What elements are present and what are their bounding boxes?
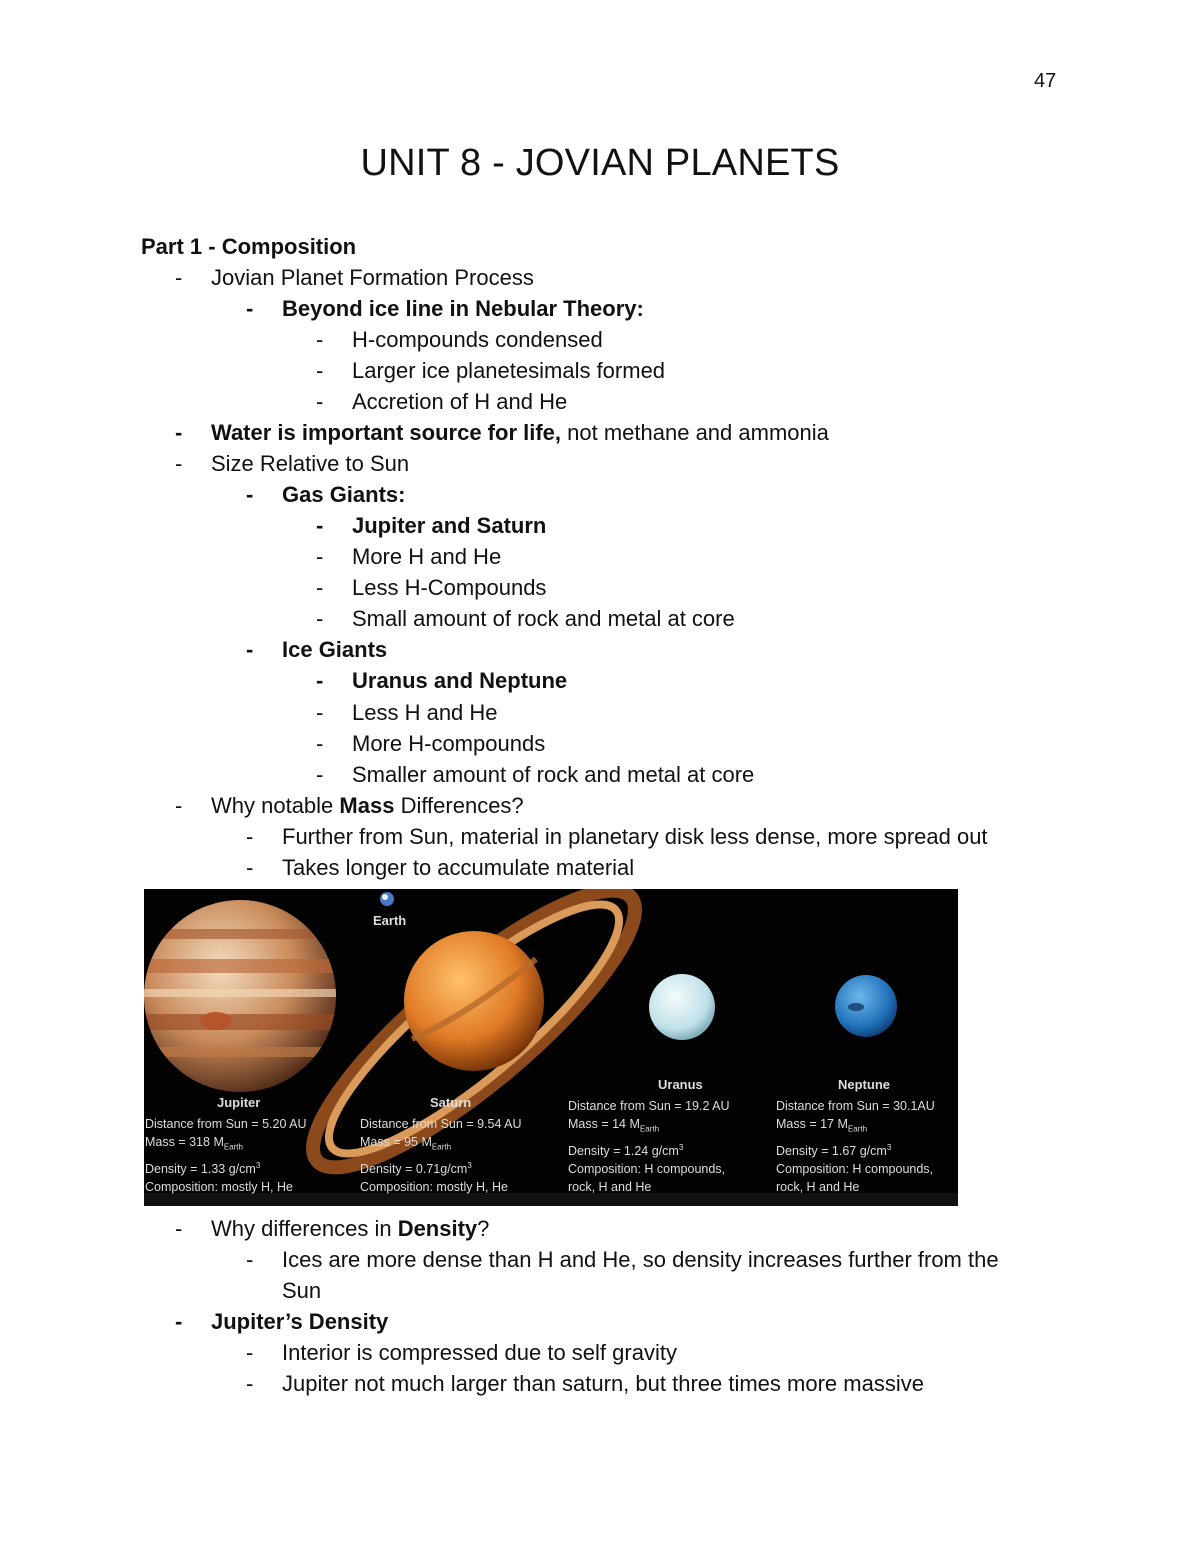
density-superscript: 3 <box>886 1142 892 1152</box>
bullet-dash: - <box>246 1371 254 1396</box>
list-item-text: Jupiter not much larger than saturn, but three times more massive <box>282 1371 924 1396</box>
list-item-text: Less H-Compounds <box>352 575 547 600</box>
bullet-dash: - <box>246 824 254 849</box>
bullet-dash: - <box>246 855 254 880</box>
mass-subscript: Earth <box>431 1142 452 1152</box>
planet-name: Neptune <box>838 1077 890 1092</box>
bullet-dash: - <box>316 327 324 352</box>
plain-text: ? <box>477 1216 490 1241</box>
list-item-text: Smaller amount of rock and metal at core <box>352 762 755 787</box>
mass-value: Mass = 17 M <box>776 1117 848 1131</box>
list-item-text: Ices are more dense than H and He, so density increases further from the <box>282 1247 999 1272</box>
mass-value: Mass = 318 M <box>145 1135 224 1149</box>
planet-mass <box>145 1133 307 1157</box>
list-item-text: Further from Sun, material in planetary disk less dense, more spread out <box>282 824 988 849</box>
planet-composition: Composition: mostly H, He <box>145 1179 293 1194</box>
list-item-text <box>211 419 829 447</box>
page-title: UNIT 8 - JOVIAN PLANETS <box>360 142 840 184</box>
bullet-dash: - <box>175 1309 183 1334</box>
list-item-text: H-compounds condensed <box>352 327 603 352</box>
density-value: Density = 1.24 g/cm <box>568 1143 679 1158</box>
bold-text: Density <box>397 1216 478 1241</box>
plain-text: Differences? <box>394 793 524 818</box>
planet-name: Uranus <box>658 1077 703 1092</box>
list-item-text: Interior is compressed due to self gravity <box>282 1340 677 1365</box>
mass-value: Mass = 95 M <box>360 1135 432 1149</box>
bullet-dash: - <box>316 575 324 600</box>
list-item-text: Takes longer to accumulate material <box>282 855 635 880</box>
list-item-text: Uranus and Neptune <box>352 668 568 693</box>
density-superscript: 3 <box>255 1160 261 1170</box>
list-item-text <box>211 1215 489 1243</box>
bullet-dash: - <box>316 513 324 538</box>
list-item-text: Jovian Planet Formation Process <box>211 265 534 290</box>
planet-composition: Composition: H compounds, <box>776 1161 934 1176</box>
bold-text: Water is important source for life, <box>211 420 562 445</box>
bullet-dash: - <box>316 544 324 569</box>
planet-mass <box>360 1133 522 1157</box>
list-item-text: More H-compounds <box>352 731 546 756</box>
bullet-dash: - <box>316 700 324 725</box>
bullet-dash: - <box>246 296 254 321</box>
planet-mass <box>568 1115 730 1139</box>
planet-stats <box>360 1115 522 1196</box>
list-item-text: Jupiter’s Density <box>211 1309 389 1334</box>
plain-text: Why notable <box>211 793 340 818</box>
planet-stats <box>145 1115 307 1196</box>
bullet-dash: - <box>316 358 324 383</box>
planet-composition-cont: rock, H and He <box>568 1179 652 1194</box>
bullet-dash: - <box>316 389 324 414</box>
bullet-dash: - <box>316 731 324 756</box>
density-superscript: 3 <box>678 1142 684 1152</box>
planet-composition: Composition: mostly H, He <box>360 1179 508 1194</box>
bullet-dash: - <box>175 451 183 476</box>
list-item-text: Jupiter and Saturn <box>352 513 547 538</box>
neptune-planet <box>835 975 897 1037</box>
mass-subscript: Earth <box>639 1124 660 1134</box>
uranus-planet <box>649 974 715 1040</box>
bullet-dash: - <box>246 1247 254 1272</box>
mass-subscript: Earth <box>223 1142 243 1152</box>
list-item-text: Beyond ice line in Nebular Theory: <box>282 296 644 321</box>
plain-text: Why differences in <box>211 1216 398 1241</box>
plain-text: not methane and ammonia <box>561 420 829 445</box>
planet-stats <box>776 1097 935 1196</box>
planet-density <box>145 1157 307 1178</box>
page-number: 47 <box>1034 70 1057 92</box>
planet-composition: Composition: H compounds, <box>568 1161 726 1176</box>
bullet-dash: - <box>316 762 324 787</box>
list-item-text: Ice Giants <box>282 637 388 662</box>
density-value: Density = 1.33 g/cm <box>145 1161 256 1176</box>
jovian-planets-figure <box>144 889 958 1206</box>
bullet-dash: - <box>175 420 183 445</box>
density-superscript: 3 <box>467 1160 472 1170</box>
planet-composition-cont: rock, H and He <box>776 1179 860 1194</box>
bold-text: Mass <box>339 793 395 818</box>
planet-name: Jupiter <box>217 1095 261 1110</box>
density-value: Density = 1.67 g/cm <box>776 1143 887 1158</box>
planet-density <box>568 1139 730 1160</box>
bullet-dash: - <box>175 793 183 818</box>
bullet-dash: - <box>316 606 324 631</box>
mass-value: Mass = 14 M <box>568 1117 640 1131</box>
list-item-text: More H and He <box>352 544 502 569</box>
bullet-dash: - <box>246 1340 254 1365</box>
list-item-text: Size Relative to Sun <box>211 451 410 476</box>
list-item-text: Larger ice planetesimals formed <box>352 358 666 383</box>
planet-stats <box>568 1097 730 1196</box>
planet-name: Saturn <box>430 1095 472 1110</box>
bullet-dash: - <box>246 637 254 662</box>
list-item-text: Sun <box>282 1278 322 1303</box>
earth-label: Earth <box>373 913 407 928</box>
planet-distance: Distance from Sun = 9.54 AU <box>360 1117 522 1131</box>
density-value: Density = 0.71g/cm <box>360 1161 468 1176</box>
planet-distance: Distance from Sun = 5.20 AU <box>145 1117 307 1131</box>
list-item-text: Less H and He <box>352 700 498 725</box>
bullet-dash: - <box>246 482 254 507</box>
planet-density <box>360 1157 522 1178</box>
section-heading: Part 1 - Composition <box>141 234 357 259</box>
list-item-text: Gas Giants: <box>282 482 406 507</box>
bullet-dash: - <box>175 1216 183 1241</box>
list-item-text: Small amount of rock and metal at core <box>352 606 735 631</box>
bullet-dash: - <box>175 265 183 290</box>
earth-planet <box>380 892 394 906</box>
list-item-text <box>211 792 524 820</box>
list-item-text: Accretion of H and He <box>352 389 568 414</box>
planet-mass <box>776 1115 935 1139</box>
planet-density <box>776 1139 935 1160</box>
mass-subscript: Earth <box>847 1124 868 1134</box>
planet-distance: Distance from Sun = 30.1AU <box>776 1099 935 1113</box>
bullet-dash: - <box>316 668 324 693</box>
planet-distance: Distance from Sun = 19.2 AU <box>568 1099 730 1113</box>
